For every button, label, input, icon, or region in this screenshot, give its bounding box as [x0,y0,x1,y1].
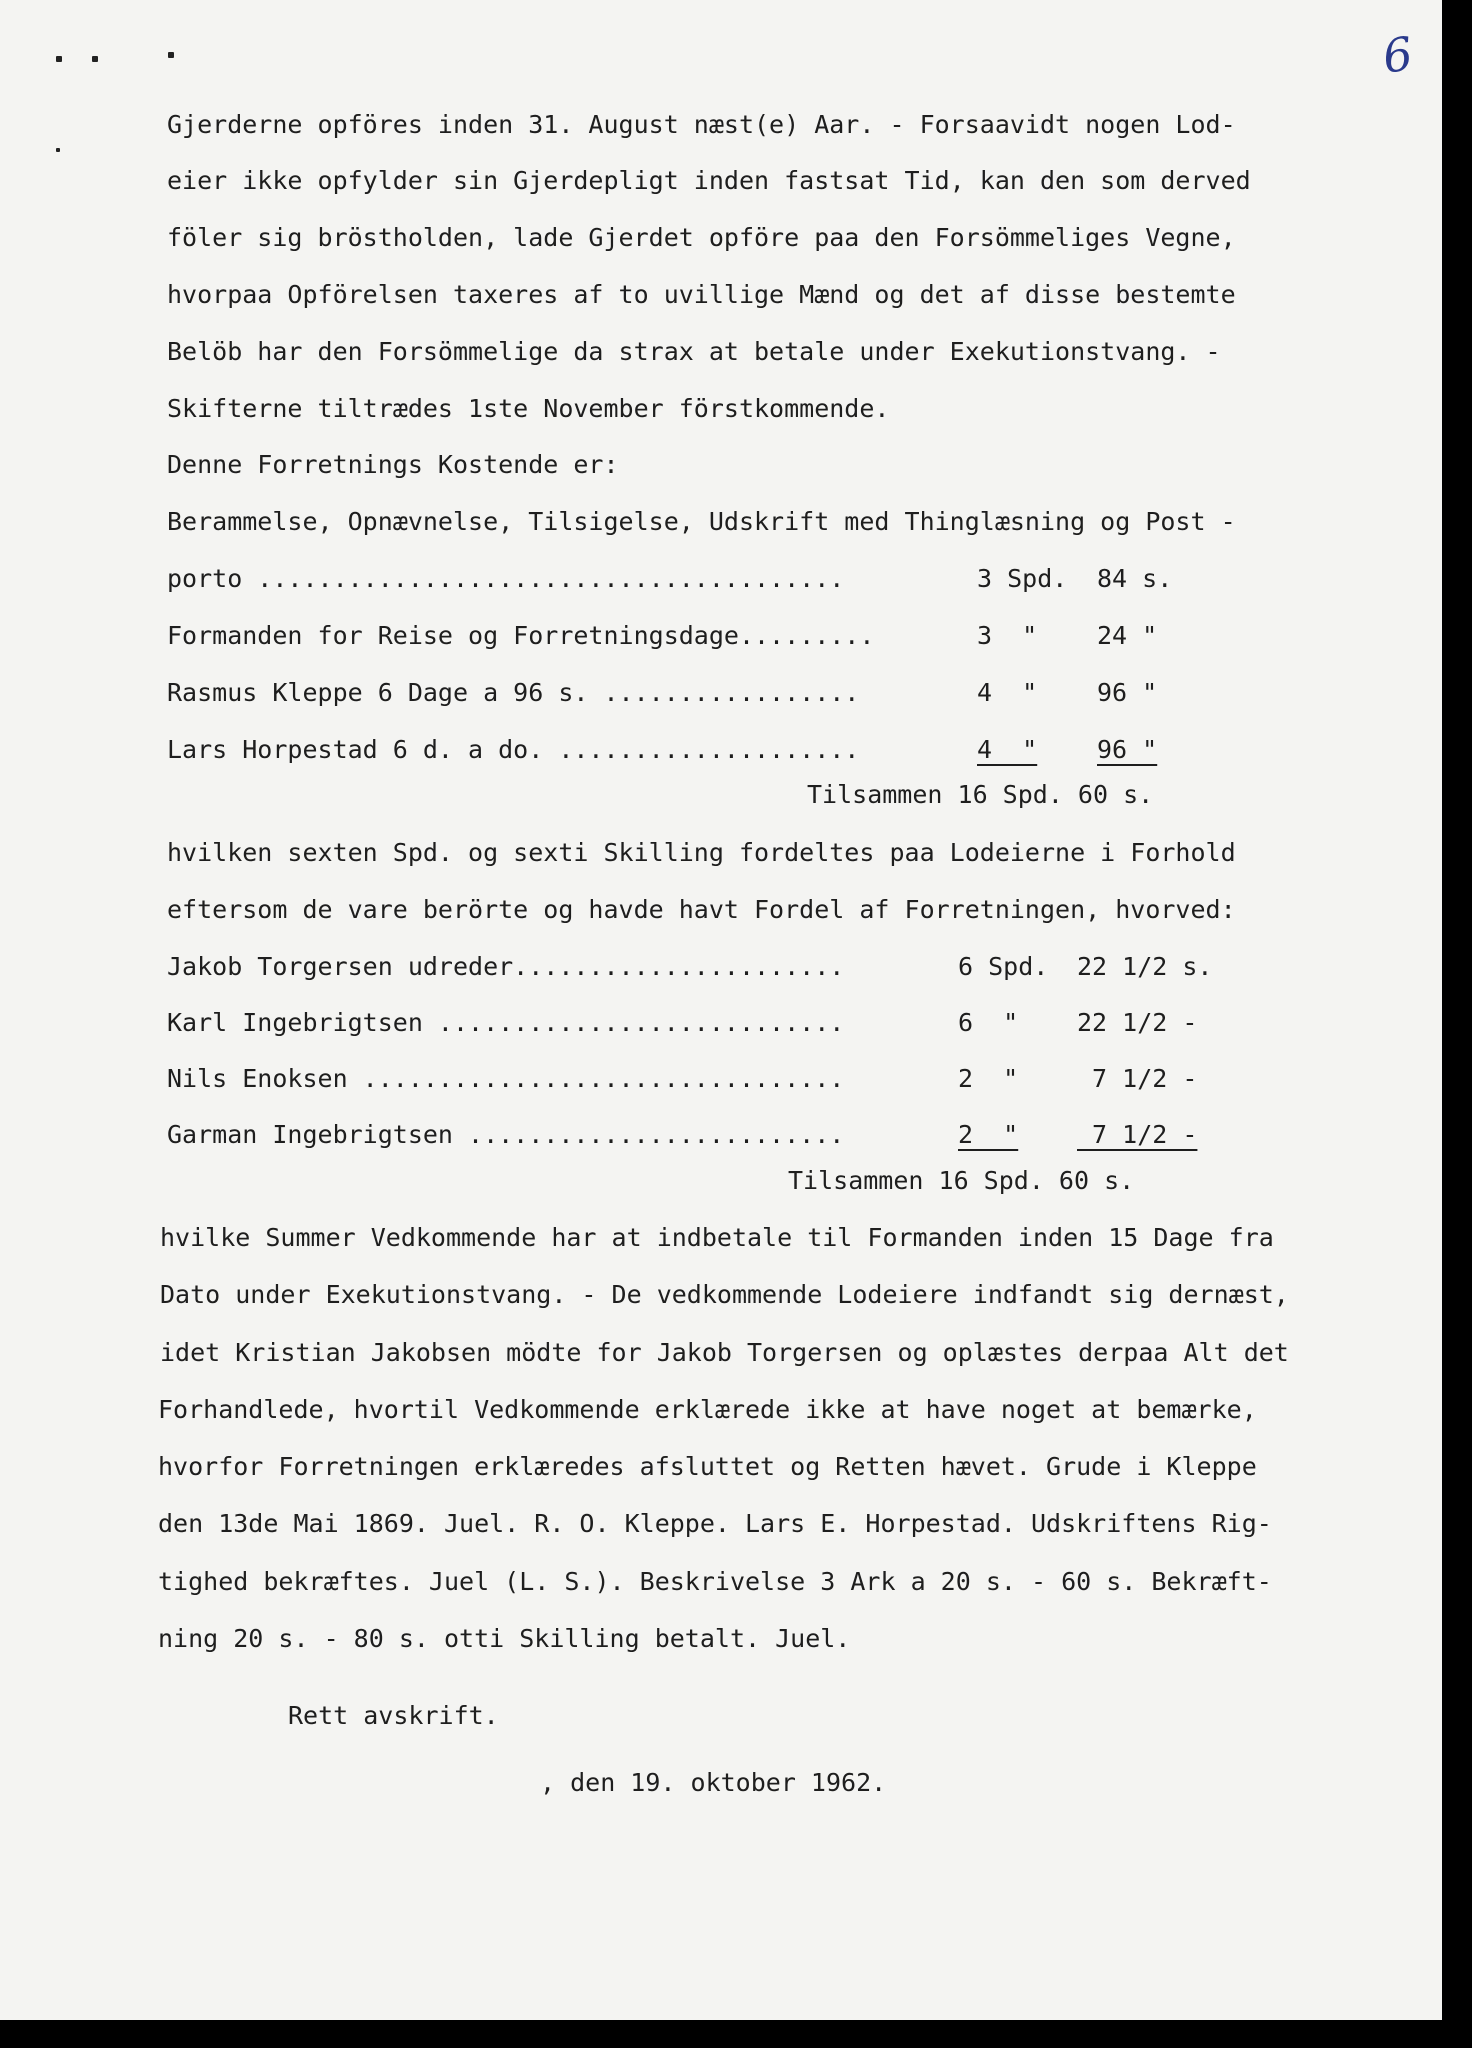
text-line: ning 20 s. - 80 s. otti Skilling betalt. Juel. [158,1624,851,1653]
text-line: Belöb har den Forsömmelige da strax at betale under Exekutionstvang. - [167,337,1221,366]
share-speciedaler: 6 Spd. [958,952,1049,981]
costs-intro: Berammelse, Opnævnelse, Tilsigelse, Udskrift med Thinglæsning og Post - [167,507,1236,536]
text-line: idet Kristian Jakobsen mödte for Jakob Torgersen og oplæstes derpaa Alt det [160,1338,1289,1367]
cost-skilling: 24 " [1097,621,1158,650]
text-line: eftersom de vare berörte og havde havt Fordel af Forretningen, hvorved: [167,895,1236,924]
share-skilling: 22 1/2 s. [1077,952,1213,981]
text-line: hvorpaa Opförelsen taxeres af to uvillige Mænd og det af disse bestemte [167,280,1236,309]
cost-label: Lars Horpestad 6 d. a do. .................... [167,735,860,764]
shares-total: Tilsammen 16 Spd. 60 s. [788,1166,1135,1195]
text-line: hvorfor Forretningen erklæredes afsluttet og Retten hævet. Grude i Kleppe [158,1452,1257,1481]
share-speciedaler: 2 " [958,1120,1019,1149]
share-label: Garman Ingebrigtsen ......................... [167,1120,845,1149]
cost-label: Rasmus Kleppe 6 Dage a 96 s. ................. [167,678,860,707]
margin-mark [56,148,60,152]
share-label: Nils Enoksen ................................ [167,1064,845,1093]
text-line: Skifterne tiltrædes 1ste November förstkommende. [167,394,890,423]
share-skilling: 7 1/2 - [1077,1064,1198,1093]
page-number: 6 [1379,26,1416,84]
cost-skilling: 84 s. [1097,564,1173,593]
cost-skilling: 96 " [1097,678,1158,707]
share-speciedaler: 6 " [958,1008,1019,1037]
text-line: Dato under Exekutionstvang. - De vedkommende Lodeiere indfandt sig dernæst, [160,1280,1289,1309]
margin-mark [92,56,98,62]
cost-speciedaler: 3 " [977,621,1038,650]
text-line: den 13de Mai 1869. Juel. R. O. Kleppe. Lars E. Horpestad. Udskriftens Rig- [158,1509,1272,1538]
text-line: Gjerderne opföres inden 31. August næst(e) Aar. - Forsaavidt nogen Lod- [167,110,1236,139]
date-line: , den 19. oktober 1962. [540,1768,887,1797]
cost-speciedaler: 3 Spd. [977,564,1068,593]
margin-mark [56,56,62,62]
costs-heading: Denne Forretnings Kostende er: [167,450,619,479]
text-line: hvilken sexten Spd. og sexti Skilling fordeltes paa Lodeierne i Forhold [167,838,1236,867]
share-skilling: 7 1/2 - [1077,1120,1198,1149]
share-speciedaler: 2 " [958,1064,1019,1093]
share-label: Jakob Torgersen udreder...................... [167,952,845,981]
share-skilling: 22 1/2 - [1077,1008,1198,1037]
text-line: Forhandlede, hvortil Vedkommende erklærede ikke at have noget at bemærke, [158,1395,1257,1424]
text-line: eier ikke opfylder sin Gjerdepligt inden fastsat Tid, kan den som derved [167,166,1251,195]
cost-speciedaler: 4 " [977,678,1038,707]
cost-speciedaler: 4 " [977,735,1038,764]
text-line: hvilke Summer Vedkommende har at indbetale til Formanden inden 15 Dage fra [160,1223,1274,1252]
cost-label: porto ....................................... [167,564,845,593]
text-line: tighed bekræftes. Juel (L. S.). Beskrivelse 3 Ark a 20 s. - 60 s. Bekræft- [158,1567,1272,1596]
text-line: föler sig bröstholden, lade Gjerdet opföre paa den Forsömmeliges Vegne, [167,223,1236,252]
cost-skilling: 96 " [1097,735,1158,764]
cost-label: Formanden for Reise og Forretningsdage......... [167,621,875,650]
costs-total: Tilsammen 16 Spd. 60 s. [807,780,1154,809]
certification-note: Rett avskrift. [288,1701,499,1730]
share-label: Karl Ingebrigtsen ........................... [167,1008,845,1037]
margin-mark [168,52,174,58]
